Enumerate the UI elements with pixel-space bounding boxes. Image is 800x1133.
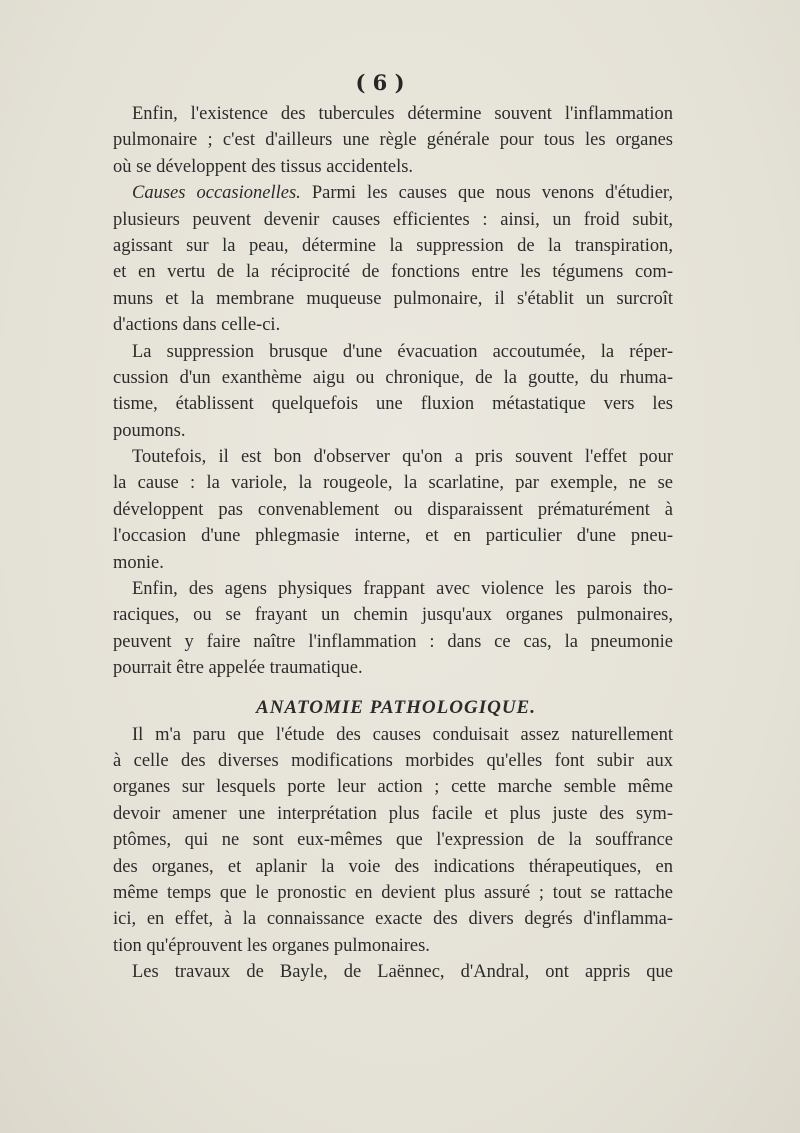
text-line: pulmonaire ; c'est d'ailleurs une règle générale pour tous les organes bbox=[113, 130, 673, 151]
text-line: tisme, établissent quelquefois une fluxion métastatique vers les bbox=[113, 394, 673, 415]
text-line: organes sur lesquels porte leur action ; cette marche semble même bbox=[113, 777, 673, 798]
text-line: Les travaux de Bayle, de Laënnec, d'Andral, ont appris que bbox=[132, 962, 673, 983]
text-line: devoir amener une interprétation plus facile et plus juste des sym- bbox=[113, 803, 673, 824]
text-line: ici, en effet, à la connaissance exacte des divers degrés d'inflamma- bbox=[113, 909, 673, 930]
text-line: tion qu'éprouvent les organes pulmonaires. bbox=[113, 935, 430, 956]
text-line: la cause : la variole, la rougeole, la scarlatine, par exemple, ne se bbox=[113, 473, 673, 494]
text-line: peuvent y faire naître l'inflammation : dans ce cas, la pneumonie bbox=[113, 631, 673, 652]
text-line: l'occasion d'une phlegmasie interne, et en particulier d'une pneu- bbox=[113, 526, 673, 547]
text-line: pourrait être appelée traumatique. bbox=[113, 658, 363, 679]
text-line: où se développent des tissus accidentels. bbox=[113, 156, 414, 177]
text-line bbox=[113, 180, 673, 206]
text-line: ptômes, qui ne sont eux-mêmes que l'expression de la souffrance bbox=[113, 830, 673, 851]
paragraph bbox=[113, 959, 673, 985]
text-fragment: Parmi les causes que nous venons d'étudier, bbox=[300, 183, 673, 204]
paragraph bbox=[113, 101, 673, 180]
paragraph bbox=[113, 576, 673, 682]
paragraph bbox=[113, 339, 673, 445]
text-line: muns et la membrane muqueuse pulmonaire, il s'établit un surcroît bbox=[113, 288, 673, 309]
text-line: Enfin, des agens physiques frappant avec violence les parois tho- bbox=[132, 579, 673, 600]
text-line: Toutefois, il est bon d'observer qu'on a pris souvent l'effet pour bbox=[132, 447, 673, 468]
text-line: d'actions dans celle-ci. bbox=[113, 315, 281, 336]
page-number: ( 6 ) bbox=[355, 70, 405, 95]
text-line: raciques, ou se frayant un chemin jusqu'aux organes pulmonaires, bbox=[113, 605, 673, 626]
text-line: cussion d'un exanthème aigu ou chronique, de la goutte, du rhuma- bbox=[113, 367, 673, 388]
text-line: Il m'a paru que l'étude des causes conduisait assez naturellement bbox=[132, 724, 673, 745]
text-line: monie. bbox=[113, 552, 164, 573]
section-lead: Causes occasionelles. bbox=[132, 183, 301, 204]
section-heading bbox=[113, 682, 673, 722]
body-text bbox=[113, 101, 673, 986]
text-line: même temps que le pronostic en devient plus assuré ; tout se rattache bbox=[113, 882, 673, 903]
text-line: à celle des diverses modifications morbides qu'elles font subir aux bbox=[113, 750, 673, 771]
text-line: agissant sur la peau, détermine la suppression de la transpiration, bbox=[113, 235, 673, 256]
text-line: La suppression brusque d'une évacuation accoutumée, la réper- bbox=[132, 341, 673, 362]
text-line: Enfin, l'existence des tubercules détermine souvent l'inflammation bbox=[132, 104, 673, 124]
text-line: plusieurs peuvent devenir causes efficientes : ainsi, un froid subit, bbox=[113, 209, 673, 230]
text-line: développent pas convenablement ou disparaissent prématurément à bbox=[113, 499, 673, 520]
paragraph bbox=[113, 722, 673, 960]
text-line: des organes, et aplanir la voie des indications thérapeutiques, en bbox=[113, 856, 673, 877]
paragraph bbox=[113, 444, 673, 576]
text-line: et en vertu de la réciprocité de fonctions entre les tégumens com- bbox=[113, 262, 673, 283]
text-line: poumons. bbox=[113, 420, 186, 441]
paragraph bbox=[113, 180, 673, 338]
section-heading-text: ANATOMIE PATHOLOGIQUE. bbox=[256, 696, 536, 718]
